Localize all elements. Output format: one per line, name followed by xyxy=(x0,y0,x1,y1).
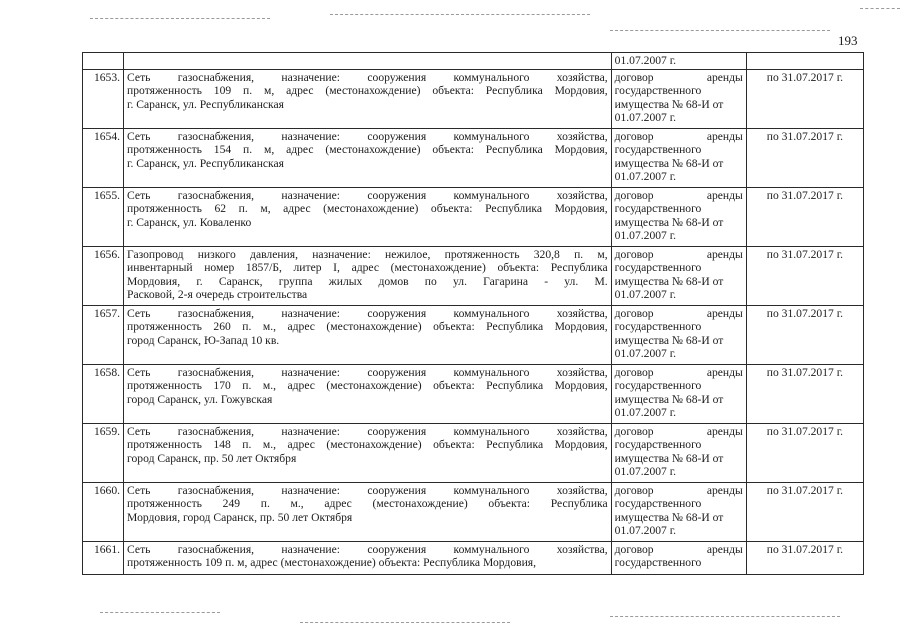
term-cell xyxy=(746,187,863,246)
table-row xyxy=(83,187,864,246)
basis-line: государственного xyxy=(614,556,702,569)
term-cell xyxy=(746,423,863,482)
basis-line: имущества № 68-И от xyxy=(614,510,724,524)
row-number: 1661. xyxy=(93,542,121,556)
description-cell xyxy=(124,246,612,305)
description-cell xyxy=(124,541,612,574)
basis-cell xyxy=(611,128,746,187)
row-number: 1658. xyxy=(93,365,121,379)
description-cell xyxy=(124,128,612,187)
term-cell xyxy=(746,128,863,187)
basis-line: государственного xyxy=(614,202,702,215)
basis-line: 01.07.2007 г. xyxy=(614,111,677,124)
basis-line: договор аренды xyxy=(614,70,743,84)
row-number-cell xyxy=(83,187,124,246)
term-text: по 31.07.2017 г. xyxy=(766,365,844,379)
description-line: Сеть газоснабжения, назначение: сооружения коммунального хозяйства, xyxy=(127,365,608,379)
basis-line: договор аренды xyxy=(614,188,743,202)
description-line: Расковой, 2-я очередь строительства xyxy=(127,288,308,301)
basis-line: имущества № 68-И от xyxy=(614,156,724,170)
description-line: Сеть газоснабжения, назначение: сооружения коммунального хозяйства, xyxy=(127,542,608,556)
basis-line: государственного xyxy=(614,497,702,510)
row-number-cell xyxy=(83,246,124,305)
description-cell xyxy=(124,53,612,70)
row-number-cell xyxy=(83,482,124,541)
basis-line: государственного xyxy=(614,143,702,156)
description-line: г. Саранск, ул. Коваленко xyxy=(127,215,252,229)
description-line: протяженность 170 п. м., адрес (местонахождение) объекта: Республика Мордовия, xyxy=(127,379,608,392)
description-line: Сеть газоснабжения, назначение: сооружения коммунального хозяйства, xyxy=(127,70,608,84)
row-number: 1655. xyxy=(93,188,121,202)
term-cell xyxy=(746,364,863,423)
description-line: инвентарный номер 1857/Б, литер I, адрес (местонахождение) объекта: Республика xyxy=(127,261,608,274)
term-cell xyxy=(746,53,863,70)
term-text: по 31.07.2017 г. xyxy=(766,247,844,261)
basis-line: 01.07.2007 г. xyxy=(614,524,677,537)
scan-artifact-top xyxy=(90,18,270,19)
description-line: протяженность 249 п. м., адрес (местонахождение) объекта: Республика xyxy=(127,497,608,510)
page-number: 193 xyxy=(838,33,858,48)
description-line: протяженность 109 п. м, адрес (местонахождение) объекта: Республика Мордовия, xyxy=(127,84,608,97)
basis-line: государственного xyxy=(614,261,702,274)
property-registry-table xyxy=(82,52,864,575)
term-cell xyxy=(746,69,863,128)
description-line: город Саранск, Ю-Запад 10 кв. xyxy=(127,333,280,347)
description-cell xyxy=(124,187,612,246)
basis-cell xyxy=(611,187,746,246)
term-text: по 31.07.2017 г. xyxy=(766,424,844,438)
description-line: Сеть газоснабжения, назначение: сооружения коммунального хозяйства, xyxy=(127,483,608,497)
row-number-cell xyxy=(83,69,124,128)
description-line: протяженность 154 п. м, адрес (местонахождение) объекта: Республика Мордовия, xyxy=(127,143,608,156)
basis-line: имущества № 68-И от xyxy=(614,392,724,406)
description-line: г. Саранск, ул. Республиканская xyxy=(127,156,284,170)
description-cell xyxy=(124,69,612,128)
basis-line: договор аренды xyxy=(614,542,743,556)
row-number: 1657. xyxy=(93,306,121,320)
term-text: по 31.07.2017 г. xyxy=(766,188,844,202)
basis-cell xyxy=(611,364,746,423)
description-line: протяженность 109 п. м, адрес (местонахождение) объекта: Республика Мордовия, xyxy=(127,556,537,569)
basis-line: договор аренды xyxy=(614,129,743,143)
term-text: по 31.07.2017 г. xyxy=(766,129,844,143)
description-line: Сеть газоснабжения, назначение: сооружения коммунального хозяйства, xyxy=(127,129,608,143)
description-line: город Саранск, ул. Гожувская xyxy=(127,392,273,406)
description-line: протяженность 148 п. м., адрес (местонахождение) объекта: Республика Мордовия, xyxy=(127,438,608,451)
basis-cell xyxy=(611,423,746,482)
description-line: Сеть газоснабжения, назначение: сооружения коммунального хозяйства, xyxy=(127,424,608,438)
row-number-cell xyxy=(83,53,124,70)
row-number-cell xyxy=(83,305,124,364)
scan-artifact-top xyxy=(860,8,900,9)
term-text: по 31.07.2017 г. xyxy=(766,70,844,84)
row-number: 1656. xyxy=(93,247,121,261)
description-cell xyxy=(124,305,612,364)
basis-line: имущества № 68-И от xyxy=(614,274,724,288)
basis-line: договор аренды xyxy=(614,365,743,379)
table-row xyxy=(83,482,864,541)
basis-line: 01.07.2007 г. xyxy=(614,229,677,242)
row-number: 1653. xyxy=(93,70,121,84)
description-line: Мордовия, г. Саранск, группа жилых домов по ул. Гагарина - ул. М. xyxy=(127,274,608,288)
table-row xyxy=(83,305,864,364)
basis-line: договор аренды xyxy=(614,483,743,497)
basis-cell xyxy=(611,53,746,70)
basis-line: имущества № 68-И от xyxy=(614,215,724,229)
description-line: город Саранск, пр. 50 лет Октября xyxy=(127,451,297,465)
scan-artifact-bottom xyxy=(610,616,840,617)
basis-line: имущества № 68-И от xyxy=(614,333,724,347)
basis-line: договор аренды xyxy=(614,247,743,261)
description-line: протяженность 62 п. м, адрес (местонахождение) объекта: Республика Мордовия, xyxy=(127,202,608,215)
basis-line: 01.07.2007 г. xyxy=(614,465,677,478)
term-text: по 31.07.2017 г. xyxy=(766,483,844,497)
basis-line: договор аренды xyxy=(614,424,743,438)
table-row xyxy=(83,69,864,128)
basis-line: 01.07.2007 г. xyxy=(614,170,677,183)
basis-line: государственного xyxy=(614,438,702,451)
basis-line: государственного xyxy=(614,320,702,333)
term-text: по 31.07.2017 г. xyxy=(766,542,844,556)
basis-cell xyxy=(611,69,746,128)
scan-artifact-bottom xyxy=(300,622,510,623)
term-cell xyxy=(746,305,863,364)
row-number-cell xyxy=(83,128,124,187)
row-number-cell xyxy=(83,364,124,423)
description-line: Мордовия, город Саранск, пр. 50 лет Октября xyxy=(127,510,353,524)
basis-line: 01.07.2007 г. xyxy=(614,54,677,67)
description-line: Газопровод низкого давления, назначение: нежилое, протяженность 320,8 п. м, xyxy=(127,247,608,261)
description-line: Сеть газоснабжения, назначение: сооружения коммунального хозяйства, xyxy=(127,306,608,320)
term-cell xyxy=(746,246,863,305)
table-row xyxy=(83,423,864,482)
basis-line: 01.07.2007 г. xyxy=(614,288,677,301)
row-number: 1654. xyxy=(93,129,121,143)
basis-cell xyxy=(611,482,746,541)
basis-line: имущества № 68-И от xyxy=(614,97,724,111)
description-line: протяженность 260 п. м., адрес (местонахождение) объекта: Республика Мордовия, xyxy=(127,320,608,333)
basis-line: государственного xyxy=(614,379,702,392)
scan-artifact-top xyxy=(330,14,590,15)
term-cell xyxy=(746,482,863,541)
scan-artifact-bottom xyxy=(100,612,220,613)
table-row xyxy=(83,541,864,574)
row-number-cell xyxy=(83,541,124,574)
basis-line: государственного xyxy=(614,84,702,97)
basis-line: договор аренды xyxy=(614,306,743,320)
description-line: Сеть газоснабжения, назначение: сооружения коммунального хозяйства, xyxy=(127,188,608,202)
basis-line: 01.07.2007 г. xyxy=(614,347,677,360)
basis-cell xyxy=(611,541,746,574)
basis-cell xyxy=(611,246,746,305)
basis-line: имущества № 68-И от xyxy=(614,451,724,465)
row-number: 1660. xyxy=(93,483,121,497)
term-text: по 31.07.2017 г. xyxy=(766,306,844,320)
basis-line: 01.07.2007 г. xyxy=(614,406,677,419)
table-row xyxy=(83,364,864,423)
table-row xyxy=(83,246,864,305)
table-row xyxy=(83,128,864,187)
description-cell xyxy=(124,482,612,541)
basis-cell xyxy=(611,305,746,364)
description-line: г. Саранск, ул. Республиканская xyxy=(127,97,284,111)
description-cell xyxy=(124,423,612,482)
continued-row xyxy=(83,53,864,70)
row-number: 1659. xyxy=(93,424,121,438)
description-cell xyxy=(124,364,612,423)
term-cell xyxy=(746,541,863,574)
row-number-cell xyxy=(83,423,124,482)
scan-artifact-top xyxy=(610,30,830,31)
